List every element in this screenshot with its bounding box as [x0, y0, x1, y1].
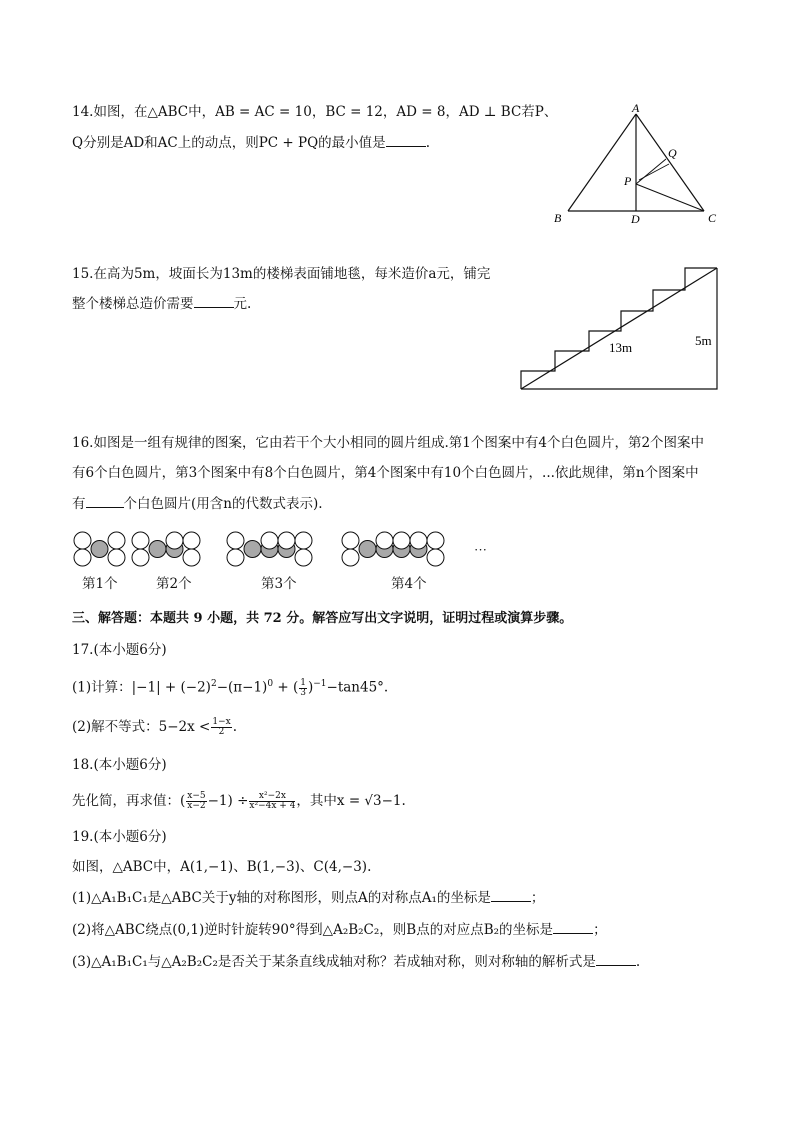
q18-a: 先化简，再求值：(	[72, 793, 186, 809]
white-circle	[166, 532, 183, 549]
q15-unit: 元.	[233, 296, 252, 312]
q19-p2-end: ；	[593, 922, 607, 938]
segment-pq	[636, 159, 666, 184]
white-circle	[295, 549, 312, 566]
gray-circle	[91, 541, 108, 558]
white-circle	[108, 549, 125, 566]
white-circle	[427, 532, 444, 549]
gray-circle	[149, 541, 166, 558]
q14-line2-text: Q分别是AD和AC上的动点，则PC + PQ的最小值是	[72, 135, 386, 151]
q17-head: 17.(本小题6分)	[72, 642, 167, 658]
pattern-label-4: 第4个	[391, 576, 427, 592]
q17-p2-b: .	[232, 719, 237, 735]
height-label: 5m	[695, 333, 712, 348]
q17-p1-d: )	[307, 679, 314, 696]
answer-blank[interactable]	[86, 495, 124, 508]
q19-part2	[72, 921, 607, 939]
white-circle	[410, 532, 427, 549]
label-a: A	[632, 104, 640, 115]
fraction-x5-x2: $\frac{x-5}{x-2}$	[187, 791, 206, 811]
answer-blank[interactable]	[386, 134, 426, 147]
side-ab	[568, 114, 636, 211]
q15-line2-text: 整个楼梯总造价需要	[72, 296, 194, 312]
white-circle	[74, 549, 91, 566]
q14-line1: 14.如图，在△ABC中，AB = AC = 10，BC = 12，AD = 8，AD ⊥ BC若P、	[72, 104, 558, 120]
label-q: Q	[668, 146, 677, 160]
fraction-1-x-over-2: $\frac{1-x}{2}$	[212, 717, 231, 737]
q17-p2-a: (2)解不等式：5−2x <	[72, 719, 211, 735]
white-circle	[342, 549, 359, 566]
white-circle	[108, 532, 125, 549]
fraction-one-third: $\frac{1}{3}$	[300, 677, 306, 698]
q19-intro: 如图，△ABC中，A(1,−1)、B(1,−3)、C(4,−3).	[72, 859, 372, 875]
pattern-label-1: 第1个	[82, 576, 118, 592]
answer-blank[interactable]	[596, 953, 636, 966]
segment-pc	[636, 184, 704, 211]
q16-line3	[72, 495, 323, 513]
q15-line2	[72, 295, 251, 313]
white-circle	[227, 549, 244, 566]
q17-p1-a: (1)计算：|−1| + (−2)	[72, 679, 211, 696]
white-circle	[132, 532, 149, 549]
q19-p3-text: (3)△A₁B₁C₁与△A₂B₂C₂是否关于某条直线成轴对称？若成轴对称，则对称轴的解析式是	[72, 954, 596, 970]
q16-line1: 16.如图是一组有规律的图案，它由若干个大小相同的圆片组成.第1个图案中有4个白色圆片，第2个图案中	[72, 435, 705, 451]
q18-body	[72, 792, 406, 811]
white-circle	[427, 549, 444, 566]
q14-period: .	[425, 135, 430, 151]
label-p: P	[624, 174, 632, 188]
exp-neg1: −1	[313, 679, 327, 689]
white-circle	[278, 532, 295, 549]
exp-0: 0	[267, 679, 274, 689]
pattern-label-2: 第2个	[156, 576, 192, 592]
label-c: C	[708, 211, 717, 225]
ellipsis: ···	[474, 542, 487, 557]
q17-p1-b: −(π−1)	[216, 679, 268, 696]
segment-perp	[639, 164, 669, 180]
answer-blank[interactable]	[553, 921, 593, 934]
circle-patterns	[70, 530, 500, 570]
q18-c: ，其中x = √3−1.	[296, 793, 406, 809]
q19-part3	[72, 953, 640, 971]
white-circle	[342, 532, 359, 549]
white-circle	[295, 532, 312, 549]
q19-head: 19.(本小题6分)	[72, 829, 167, 845]
q17-p1-c: + (	[273, 679, 299, 696]
white-circle	[393, 532, 410, 549]
q18-head: 18.(本小题6分)	[72, 757, 167, 773]
label-b: B	[554, 211, 562, 225]
exp-2: 2	[210, 679, 217, 689]
white-circle	[261, 532, 278, 549]
q19-p1-end: ；	[530, 890, 545, 906]
q17-p1-e: −tan45°.	[326, 679, 389, 696]
q19-p1-text: (1)△A₁B₁C₁是△ABC关于y轴的对称图形，则点A的对称点A₁的坐标是	[72, 890, 491, 906]
q16-line2: 有6个白色圆片，第3个图案中有8个白色圆片，第4个图案中有10个白色圆片，...依此规律，第n个图案中	[72, 465, 699, 481]
q19-p2-text: (2)将△ABC绕点(0,1)逆时针旋转90°得到△A₂B₂C₂，则B点的对应点B₂的坐标是	[72, 922, 554, 938]
gray-circle	[244, 541, 261, 558]
fraction-x2-poly: $\frac{\text{x²−2x}}{\text{x²−4x + 4}}$	[249, 791, 296, 811]
q17-part1	[72, 675, 388, 698]
triangle-figure	[548, 104, 728, 226]
answer-blank[interactable]	[491, 889, 531, 902]
q16-line3-a: 有	[72, 496, 86, 512]
white-circle	[376, 532, 393, 549]
white-circle	[183, 532, 200, 549]
answer-blank[interactable]	[194, 295, 234, 308]
staircase-figure	[519, 265, 721, 391]
side-ac	[636, 114, 704, 211]
pattern-label-3: 第3个	[261, 576, 297, 592]
gray-circle	[359, 541, 376, 558]
white-circle	[183, 549, 200, 566]
section-heading: 三、解答题：本题共 9 小题，共 72 分。解答应写出文字说明，证明过程或演算步骤。	[72, 611, 573, 626]
white-circle	[74, 532, 91, 549]
q19-p3-end: .	[635, 954, 641, 970]
q18-b: −1) ÷	[207, 793, 249, 809]
q19-part1	[72, 889, 544, 907]
slope-label: 13m	[609, 340, 633, 355]
q15-line1: 15.在高为5m，坡面长为13m的楼梯表面铺地毯，每米造价a元，铺完	[72, 266, 491, 282]
white-circle	[227, 532, 244, 549]
q16-line3-b: 个白色圆片(用含n的代数式表示).	[123, 496, 323, 512]
label-d: D	[631, 212, 640, 226]
white-circle	[132, 549, 149, 566]
q14-line2	[72, 134, 430, 152]
q17-part2	[72, 718, 237, 737]
